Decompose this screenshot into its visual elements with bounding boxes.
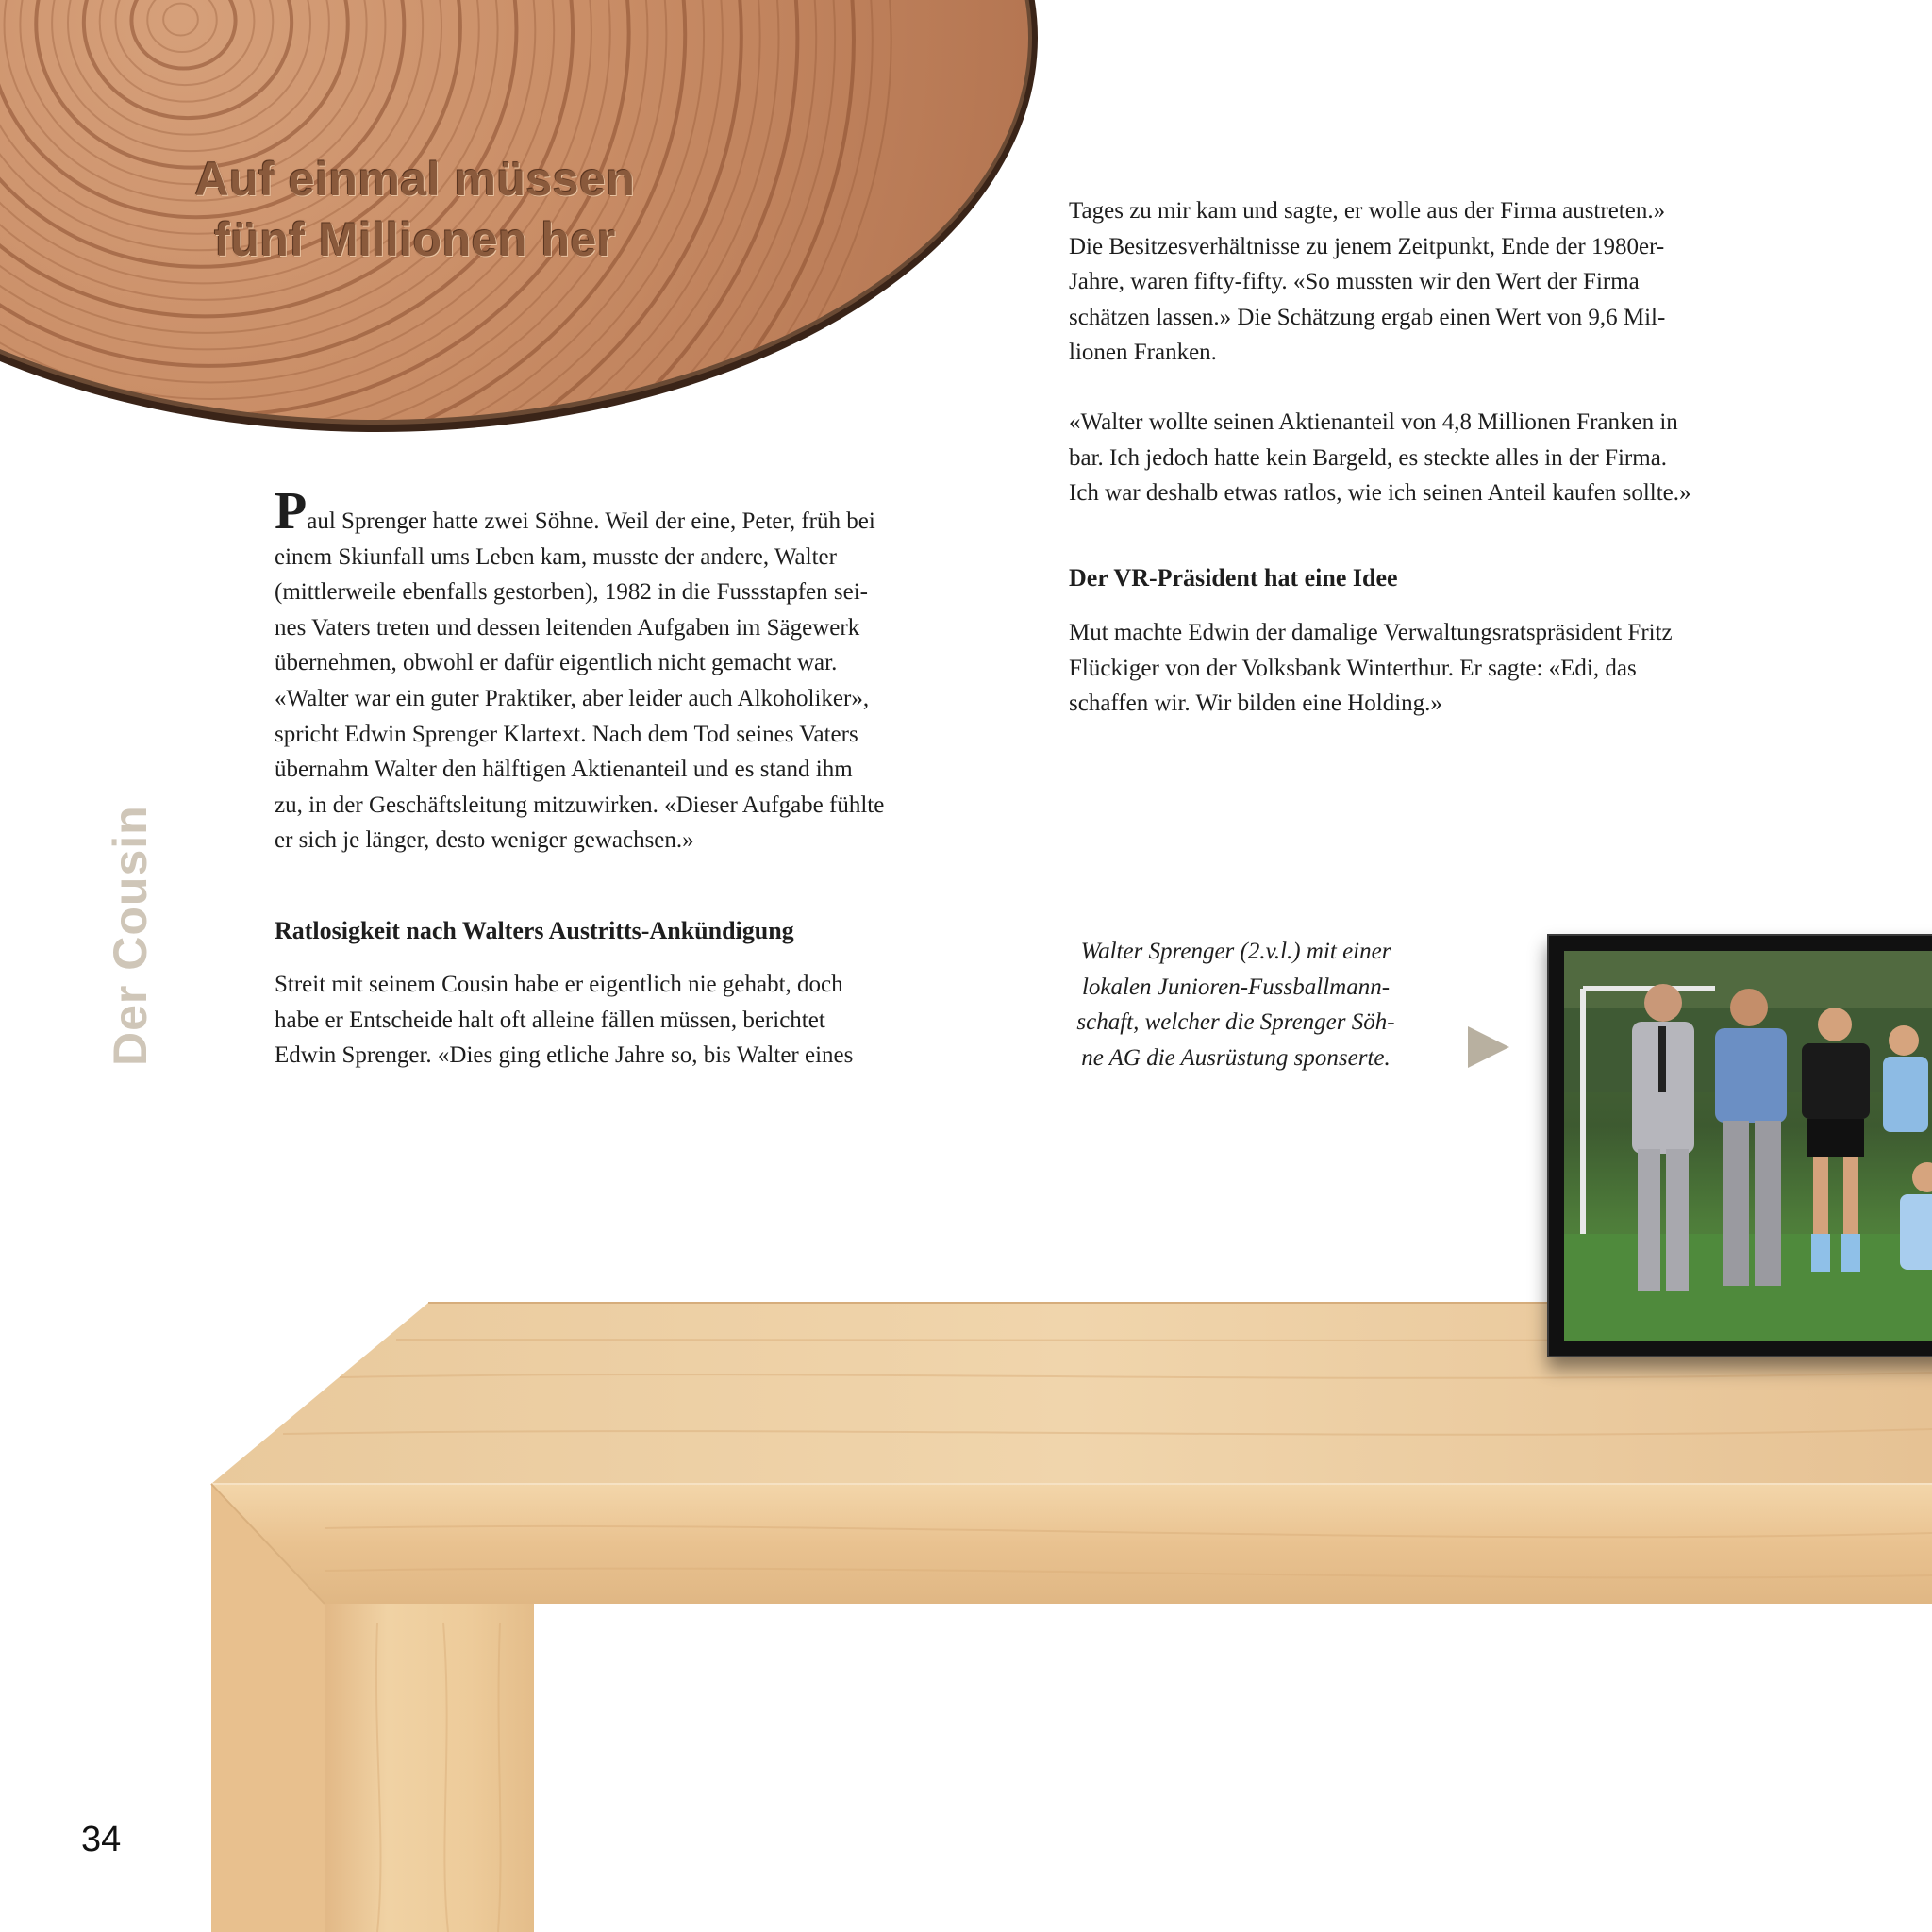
- team-photo: [1547, 934, 1932, 1357]
- paragraph-line: Streit mit seinem Cousin habe er eigentlich nie gehabt, doch: [275, 972, 843, 997]
- intro-line: aul Sprenger hatte zwei Söhne. Weil der eine, Peter, früh bei: [307, 508, 875, 534]
- photo-caption: [1042, 934, 1429, 1075]
- intro-line: spricht Edwin Sprenger Klartext. Nach dem Tod seines Vaters: [275, 721, 858, 747]
- section-label: Der Cousin: [104, 805, 157, 1066]
- paragraph: [1069, 193, 1767, 371]
- paragraph-line: Tages zu mir kam und sagte, er wolle aus der Firma austreten.»: [1069, 198, 1666, 224]
- paragraph-line: Ich war deshalb etwas ratlos, wie ich seinen Anteil kaufen sollte.»: [1069, 480, 1691, 507]
- team-photo-image: [1564, 951, 1932, 1341]
- headline-line-2: fünf Millionen her: [214, 213, 616, 266]
- paragraph-line: schätzen lassen.» Die Schätzung ergab einen Wert von 9,6 Mil-: [1069, 304, 1666, 330]
- paragraph-line: Edwin Sprenger. «Dies ging etliche Jahre so, bis Walter eines: [275, 1042, 854, 1069]
- paragraph-line: «Walter wollte seinen Aktienanteil von 4,8 Millionen Franken in: [1069, 409, 1678, 435]
- section-heading: Ratlosigkeit nach Walters Austritts-Ankündigung: [275, 917, 794, 944]
- caption-line: lokalen Junioren-Fussballmann-: [1081, 974, 1391, 1000]
- paragraph-line: Jahre, waren fifty-fifty. «So mussten wir den Wert der Firma: [1069, 269, 1640, 295]
- paragraph-line: bar. Ich jedoch hatte kein Bargeld, es steckte alles in der Firma.: [1069, 444, 1668, 471]
- section-heading: Der VR-Präsident hat eine Idee: [1069, 564, 1398, 591]
- intro-line: übernehmen, obwohl er dafür eigentlich nicht gemacht war.: [275, 650, 838, 676]
- paragraph-line: Mut machte Edwin der damalige Verwaltungsratspräsident Fritz: [1069, 620, 1673, 645]
- intro-line: zu, in der Geschäftsleitung mitzuwirken. «Dieser Aufgabe fühlte: [275, 791, 885, 818]
- headline-line-1: Auf einmal müssen: [194, 153, 636, 206]
- paragraph: [275, 967, 954, 1074]
- caption-line: schaft, welcher die Sprenger Söh-: [1076, 1009, 1395, 1035]
- intro-line: (mittlerweile ebenfalls gestorben), 1982 in die Fussstapfen sei-: [275, 579, 869, 606]
- intro-line: nes Vaters treten und dessen leitenden Aufgaben im Sägewerk: [275, 614, 860, 641]
- paragraph-line: schaffen wir. Wir bilden eine Holding.»: [1069, 691, 1442, 717]
- dropcap: P: [275, 482, 308, 541]
- intro-paragraph: [275, 482, 954, 858]
- caption-line: ne AG die Ausrüstung sponserte.: [1081, 1044, 1391, 1071]
- intro-line: «Walter war ein guter Praktiker, aber leider auch Alkoholiker»,: [275, 685, 870, 711]
- paragraph-line: Flückiger von der Volksbank Winterthur. Er sagte: «Edi, das: [1069, 655, 1637, 681]
- paragraph-line: Die Besitzesverhältnisse zu jenem Zeitpunkt, Ende der 1980er-: [1069, 233, 1665, 259]
- caption-line: Walter Sprenger (2.v.l.) mit einer: [1080, 939, 1391, 964]
- arrow-right-icon: [1468, 1026, 1509, 1068]
- intro-line: er sich je länger, desto weniger gewachsen.»: [275, 827, 694, 854]
- intro-line: einem Skiunfall ums Leben kam, musste der andere, Walter: [275, 543, 837, 570]
- page-number: 34: [81, 1820, 122, 1859]
- paragraph: [1069, 405, 1767, 511]
- intro-line: übernahm Walter den hälftigen Aktienanteil und es stand ihm: [275, 757, 853, 783]
- paragraph-line: habe er Entscheide halt oft alleine fällen müssen, berichtet: [275, 1007, 825, 1033]
- paragraph-line: lionen Franken.: [1069, 340, 1217, 366]
- paragraph: [1069, 615, 1767, 722]
